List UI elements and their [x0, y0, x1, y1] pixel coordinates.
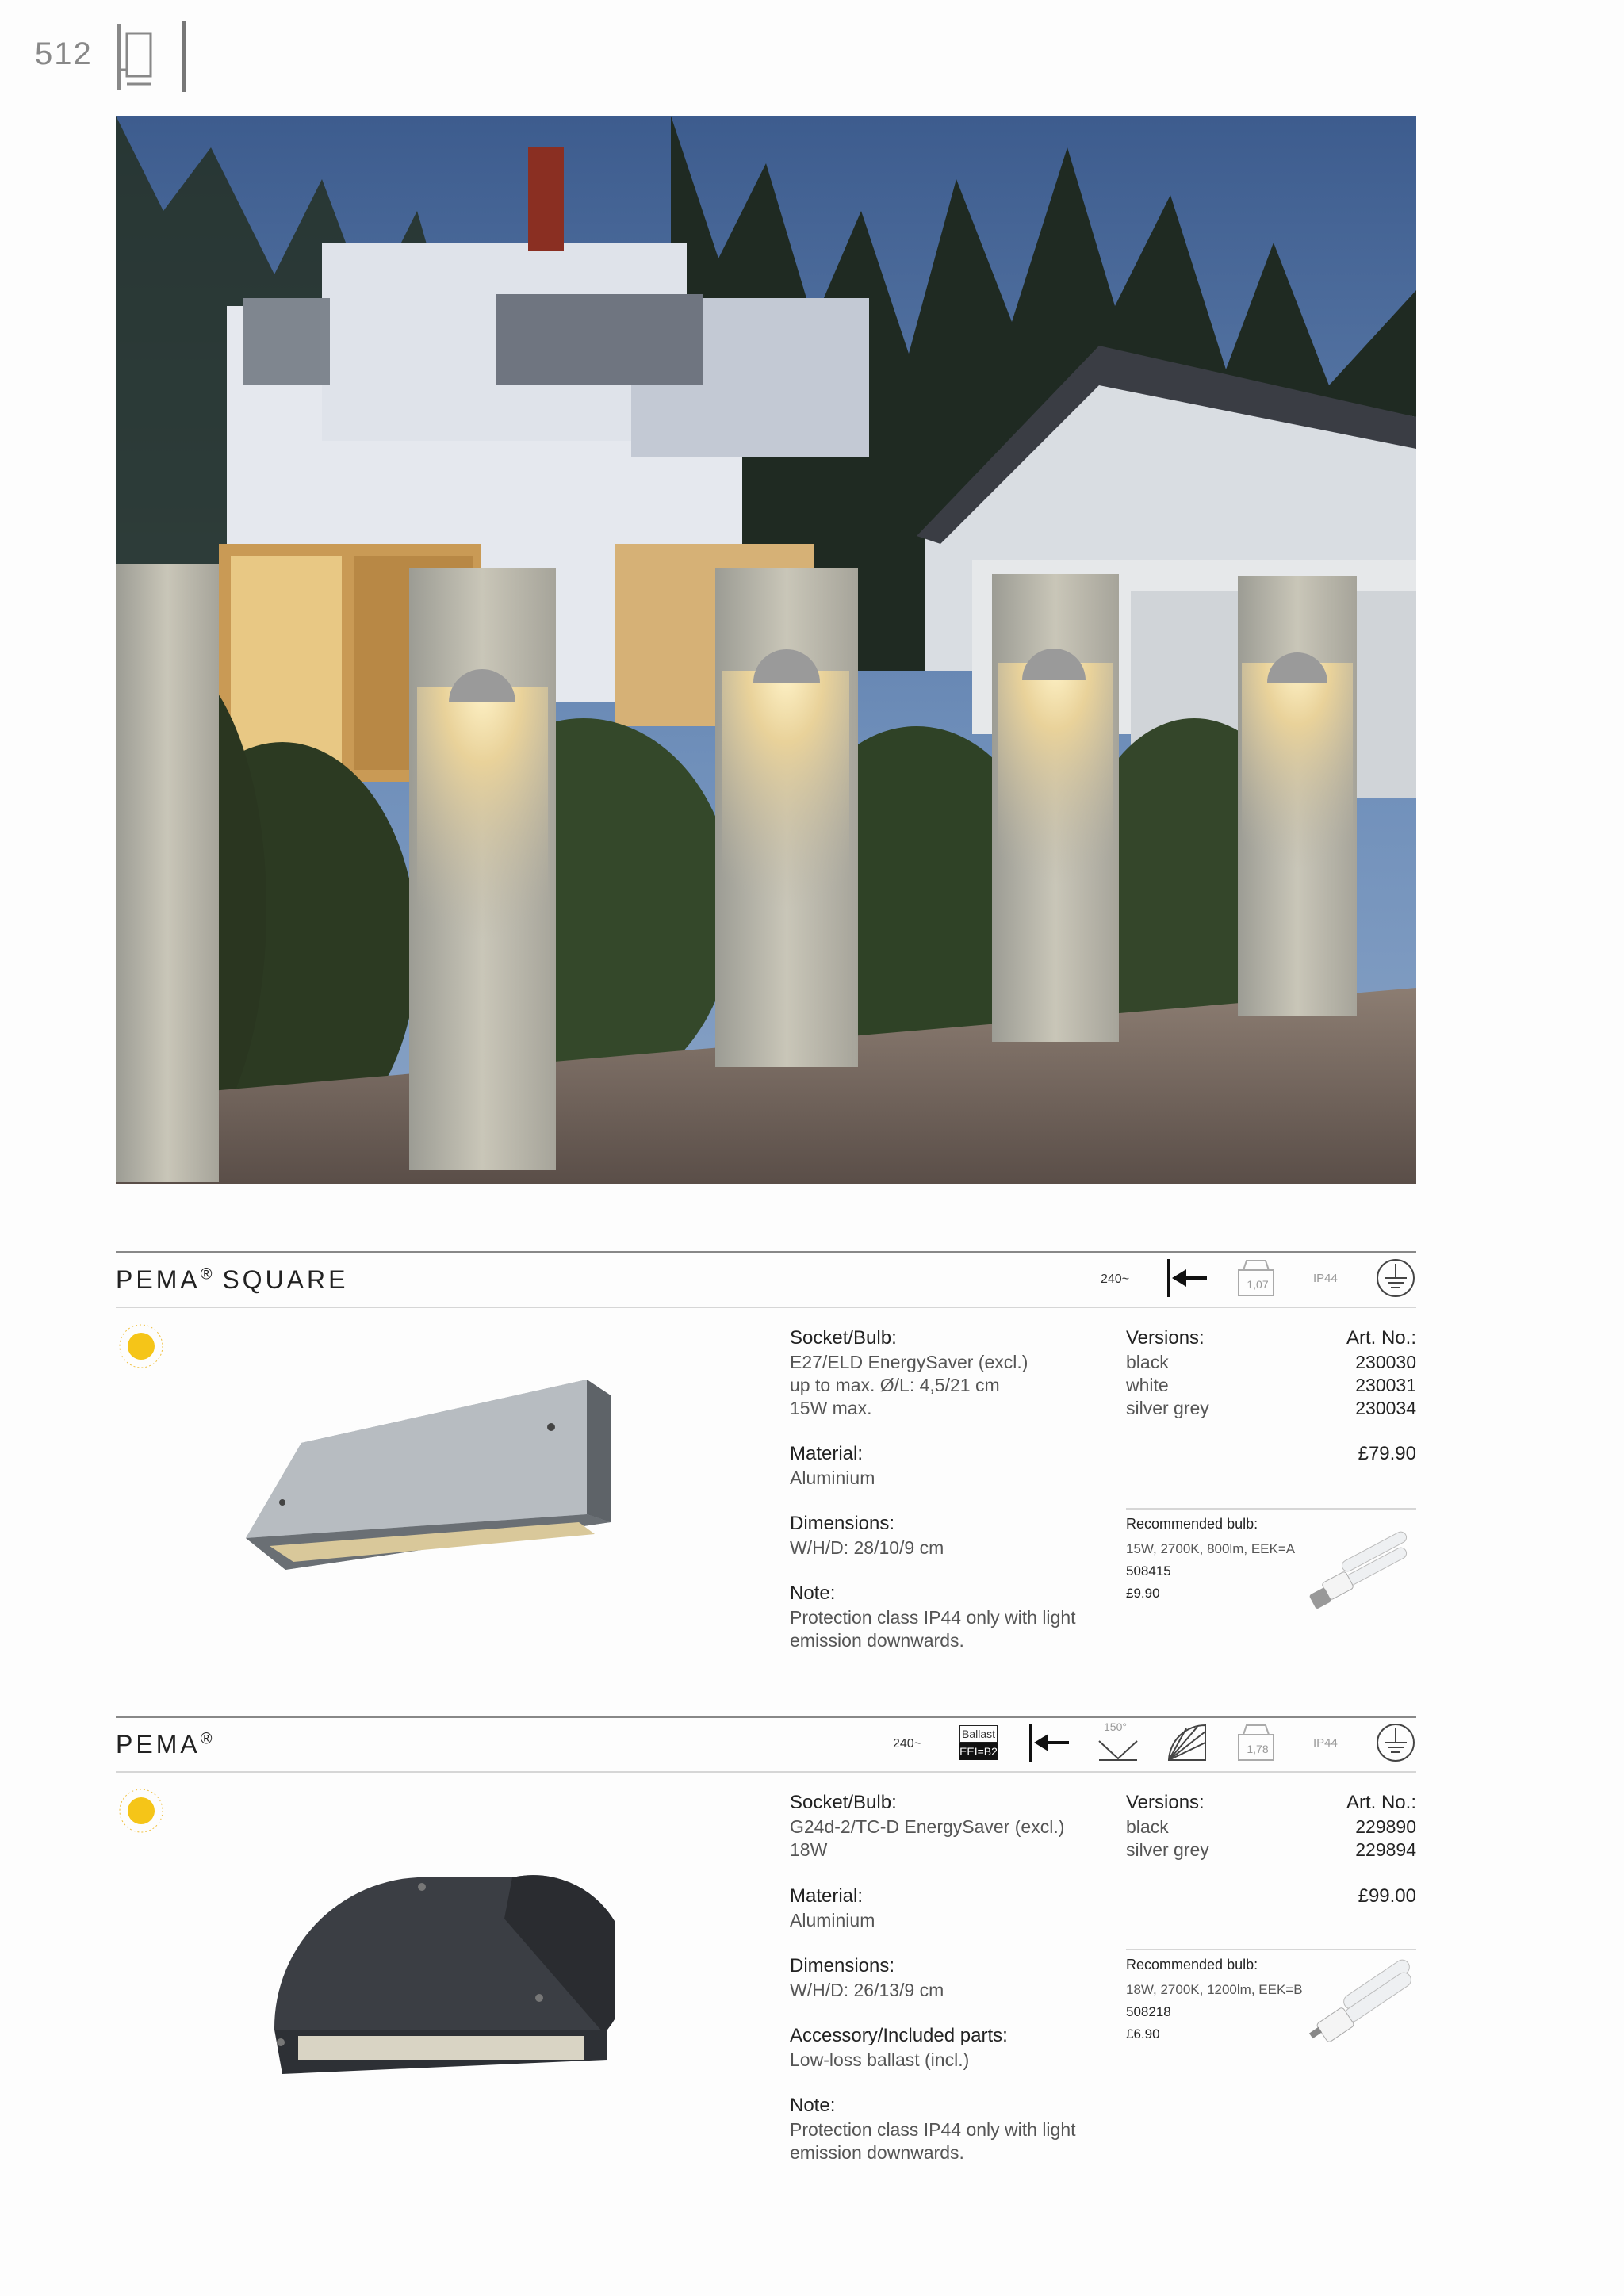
bulb-art-number: 508415: [1126, 1563, 1171, 1578]
section-subrule: [116, 1307, 1416, 1308]
ballast-badge: [959, 1725, 998, 1760]
dimensions-label: Dimensions:: [790, 1513, 895, 1534]
note-label: Note:: [790, 2095, 836, 2116]
voltage-label: 240~: [1101, 1272, 1130, 1286]
ip-rating: IP44: [1313, 1736, 1338, 1750]
hero-photo: [116, 116, 1416, 1184]
pema-square-product-image: [238, 1364, 619, 1570]
material-value: Aluminium: [790, 1910, 875, 1931]
version-name: silver grey: [1126, 1398, 1209, 1418]
section-subrule: [116, 1771, 1416, 1773]
product-name-suffix: SQUARE: [222, 1265, 349, 1294]
product-title: [116, 1730, 212, 1759]
section-rule: [116, 1251, 1416, 1253]
voltage-label: 240~: [893, 1737, 922, 1751]
versions-label: Versions:: [1126, 1327, 1205, 1349]
versions-label: Versions:: [1126, 1792, 1205, 1813]
ballast-badge-bottom: EEI=B2: [959, 1743, 998, 1760]
material-label: Material:: [790, 1443, 864, 1464]
price: £79.90: [1358, 1443, 1416, 1464]
recommended-bulb-label: Recommended bulb:: [1126, 1516, 1258, 1532]
dimensions-label: Dimensions:: [790, 1955, 895, 1976]
registered-mark: ®: [200, 1265, 213, 1284]
bulb-price: £9.90: [1126, 1586, 1160, 1601]
version-art-number: 229890: [1355, 1816, 1416, 1837]
version-art-number: 230031: [1355, 1375, 1416, 1395]
material-value: Aluminium: [790, 1468, 875, 1488]
section-rule: [116, 1716, 1416, 1718]
wall-light-category-icon: [116, 22, 155, 92]
earth-protection-icon: [1375, 1722, 1416, 1763]
pema-product-image: [266, 1871, 615, 2077]
bulb-spec: 18W, 2700K, 1200lm, EEK=B: [1126, 1982, 1303, 1997]
bulb-divider: [1126, 1949, 1416, 1950]
cfl-bulb-image: [1307, 1530, 1418, 1617]
socket-value: G24d-2/TC-D EnergySaver (excl.) 18W: [790, 1816, 1065, 1860]
product-name: PEMA: [116, 1730, 201, 1758]
version-name: silver grey: [1126, 1839, 1209, 1860]
artno-label: Art. No.:: [1346, 1327, 1416, 1349]
product-name: PEMA: [116, 1265, 201, 1294]
wall-mount-arrow-icon: [1166, 1256, 1210, 1300]
version-name: white: [1126, 1375, 1169, 1395]
energy-saver-icon: [117, 1322, 165, 1370]
earth-protection-icon: [1375, 1257, 1416, 1299]
note-value: Protection class IP44 only with light emission downwards.: [790, 2119, 1076, 2163]
page-number: 512: [35, 36, 93, 71]
header-divider: [182, 21, 186, 92]
beam-angle-value: 150°: [1104, 1720, 1127, 1733]
note-value: Protection class IP44 only with light emission downwards.: [790, 1607, 1076, 1651]
ip-rating: IP44: [1313, 1272, 1338, 1285]
version-art-number: 230034: [1355, 1398, 1416, 1418]
material-label: Material:: [790, 1885, 864, 1907]
beam-angle-icon: [1096, 1738, 1140, 1762]
dimensions-value: W/H/D: 26/13/9 cm: [790, 1980, 944, 2000]
weight-value: 1,07: [1247, 1278, 1269, 1291]
registered-mark: ®: [200, 1730, 213, 1748]
wall-mount-arrow-icon: [1028, 1720, 1072, 1765]
bulb-price: £6.90: [1126, 2026, 1160, 2042]
socket-label: Socket/Bulb:: [790, 1792, 897, 1813]
version-name: black: [1126, 1816, 1169, 1837]
accessory-label: Accessory/Included parts:: [790, 2025, 1008, 2046]
bulb-spec: 15W, 2700K, 800lm, EEK=A: [1126, 1541, 1296, 1556]
dimensions-value: W/H/D: 28/10/9 cm: [790, 1537, 944, 1558]
light-distribution-icon: [1166, 1722, 1208, 1763]
bulb-divider: [1126, 1508, 1416, 1510]
pl-bulb-image: [1307, 1958, 1418, 2053]
note-label: Note:: [790, 1582, 836, 1604]
socket-value: E27/ELD EnergySaver (excl.) up to max. Ø/L: 4,5/21 cm 15W max.: [790, 1352, 1028, 1418]
version-art-number: 230030: [1355, 1352, 1416, 1372]
socket-label: Socket/Bulb:: [790, 1327, 897, 1349]
version-name: black: [1126, 1352, 1169, 1372]
weight-value: 1,78: [1247, 1743, 1269, 1755]
bulb-art-number: 508218: [1126, 2004, 1171, 2019]
product-title: [116, 1265, 348, 1295]
ballast-badge-top: Ballast: [959, 1725, 998, 1743]
recommended-bulb-label: Recommended bulb:: [1126, 1957, 1258, 1973]
price: £99.00: [1358, 1885, 1416, 1907]
version-art-number: 229894: [1355, 1839, 1416, 1860]
artno-label: Art. No.:: [1346, 1792, 1416, 1813]
accessory-value: Low-loss ballast (incl.): [790, 2049, 970, 2070]
energy-saver-icon: [117, 1787, 165, 1835]
